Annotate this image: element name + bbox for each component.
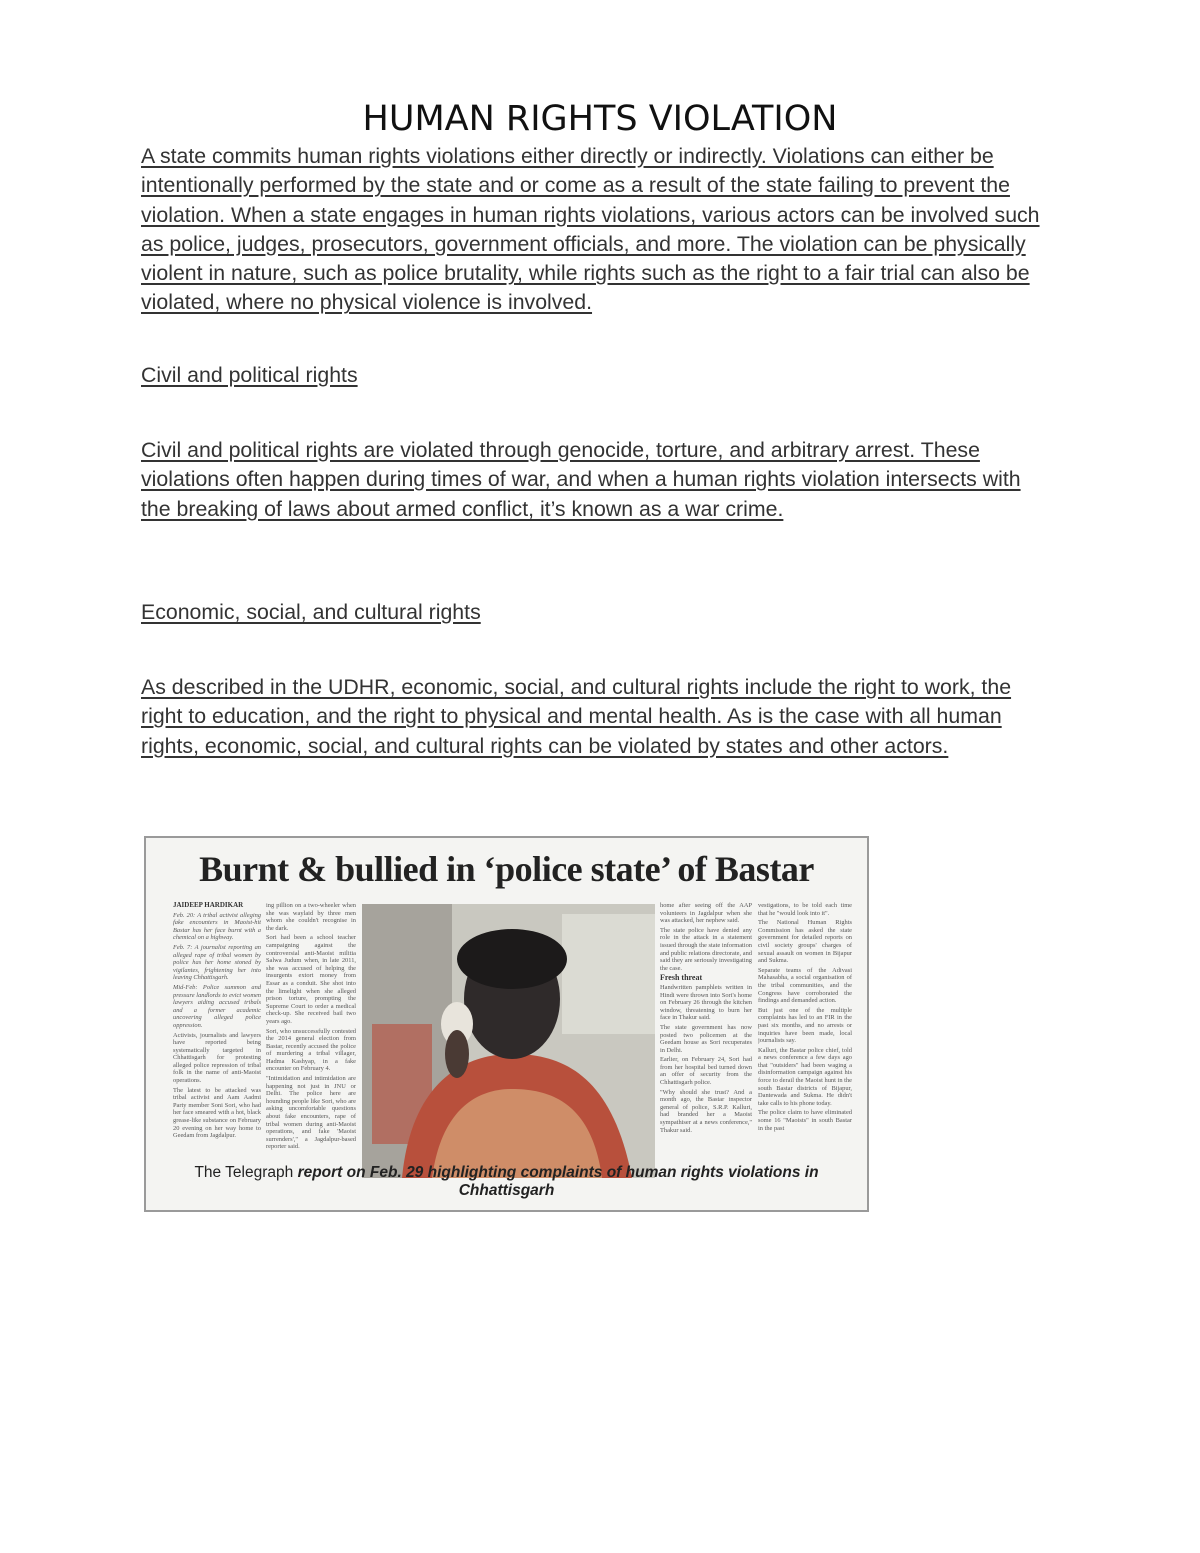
clipping-column-3 [660, 902, 752, 1174]
clipping-column-4 [758, 902, 852, 1174]
clipping-subhead: Fresh threat [660, 973, 703, 983]
caption-text: report on Feb. 29 highlighting complaints of human rights violations in Chhattisgarh [297, 1164, 819, 1199]
clipping-text: Sori had been a school teacher campaigning against the controversial anti-Maoist militia Salwa Judum when, in late 2011, she was accused of helping the insurgents extort money from Essar as a conduit. She shot into the limelight when she alleged prison torture, prompting the Supreme Court to order a medical check-up. She received bail two years ago. [266, 934, 356, 1025]
clipping-column-1 [173, 902, 261, 1174]
clipping-text: But just one of the multiple complaints has led to an FIR in the past six months, and no arrests or inquiries have been made, local journalists say. [758, 1006, 852, 1045]
clipping-caption [146, 1164, 867, 1200]
clipping-text: Kalluri, the Bastar police chief, told a news conference a few days ago that "outsiders" had been waging a disinformation campaign against his force to derail the Maoist hunt in the south Bastar districts of Bijapur, Dantewada and Sukma. He didn't take calls to his phone today. [758, 1046, 852, 1107]
civil-political-paragraph: Civil and political rights are violated through genocide, torture, and arbitrary arrest. These violations often happen during times of war, and when a human rights violation intersects with the breaking of laws about armed conflict, it’s known as a war crime. [141, 438, 1021, 521]
clipping-headline: Burnt & bullied in ‘police state’ of Bastar [199, 849, 814, 889]
caption-source: The Telegraph [194, 1164, 294, 1181]
clipping-text: "Intimidation and intimidation are happening not just in JNU or Delhi. The police here are hounding people like Sori, who are asking uncomfortable questions about fake encounters, rape of tribal women during anti-Maoist operations, and fake 'Maoist surrenders'," a Jagdalpur-based reporter said. [266, 1075, 356, 1151]
clipping-text: The latest to be attacked was tribal activist and Aam Aadmi Party member Soni Sori, who had her face smeared with a hot, black grease-like substance on February 20 evening on her way home to Geedam from Jagdalpur. [173, 1086, 261, 1140]
clipping-text: Handwritten pamphlets written in Hindi were thrown into Sori's home on February 26 through the kitchen window, threatening to burn her face in Thakur said. [660, 983, 752, 1022]
clipping-text: "Why should she trust? And a month ago, the Bastar inspector general of police, S.R.P. Kalluri, had branded her a Maoist sympathiser at a news conference," Thakur said. [660, 1088, 752, 1134]
intro-paragraph: A state commits human rights violations either directly or indirectly. Violations can either be intentionally performed by the state and or come as a result of the state failing to prevent the violation. When a state engages in human rights violations, various actors can be involved such as police, judges, prosecutors, government officials, and more. The violation can be physically violent in nature, such as police brutality, while rights such as the right to a fair trial can also be violated, where no physical violence is involved. [141, 144, 1040, 315]
clipping-text: The state police have denied any role in the attack in a statement issued through the state information and public relations directorate, and said they are seriously investigating the case. [660, 926, 752, 972]
section-heading-economic-social-cultural: Economic, social, and cultural rights [141, 600, 481, 624]
clipping-text: Activists, journalists and lawyers have reported being systematically targeted in Chhattisgarh for protesting alleged police repression of tribal folk in the name of anti-Maoist operations. [173, 1031, 261, 1085]
clipping-text: Mid-Feb: Police summon and pressure landlords to evict women lawyers aiding accused tribals and a former academic uncovering alleged police oppression. [173, 983, 261, 1029]
clipping-byline: JAIDEEP HARDIKAR [173, 902, 244, 909]
clipping-text: Earlier, on February 24, Sori had from her hospital bed turned down an offer of security from the Chhattisgarh police. [660, 1056, 752, 1087]
section-heading-civil-political: Civil and political rights [141, 363, 358, 387]
page-title: HUMAN RIGHTS VIOLATION [362, 99, 838, 140]
clipping-text: The state government has now posted two policemen at the Geedam house as Sori recuperates in Delhi. [660, 1023, 752, 1054]
newspaper-clipping [144, 836, 869, 1212]
victim-photo-illustration [362, 904, 655, 1178]
clipping-text: Separate teams of the Adivasi Mahasabha, a social organisation of the tribal communities, and the Congress have corroborated the findings and demanded action. [758, 966, 852, 1005]
clipping-text: vestigations, to be told each time that he "would look into it". [758, 902, 852, 917]
clipping-text: ing pillion on a two-wheeler when she was waylaid by three men whom she couldn't recognise in the dark. [266, 902, 356, 932]
clipping-text: The police claim to have eliminated some 16 "Maoists" in south Bastar in the past [758, 1109, 852, 1132]
clipping-text: The National Human Rights Commission has asked the state government for detailed reports on civil society groups' charges of sexual assault on women in Bijapur and Sukma. [758, 919, 852, 965]
clipping-text: Sori, who unsuccessfully contested the 2014 general election from Bastar, recently accused the police of murdering a tribal villager, Hadma Kashyap, in a fake encounter on February 4. [266, 1027, 356, 1073]
clipping-text: Feb. 20: A tribal activist alleging fake encounters in Maoist-hit Bastar has her face burnt with a chemical on a highway. [173, 911, 261, 942]
economic-social-cultural-paragraph: As described in the UDHR, economic, social, and cultural rights include the right to work, the right to education, and the right to physical and mental health. As is the case with all human rights, economic, social, and cultural rights can be violated by states and other actors. [141, 675, 1012, 758]
clipping-text: home after seeing off the AAP volunteers in Jagdalpur when she was attacked, her nephew said. [660, 902, 752, 925]
clipping-column-2 [266, 902, 356, 1174]
clipping-text: Feb. 7: A journalist reporting an alleged rape of tribal women by police has her home stoned by vigilantes, frightening her into leaving Chhattisgarh. [173, 943, 261, 982]
clipping-photo [362, 904, 655, 1178]
